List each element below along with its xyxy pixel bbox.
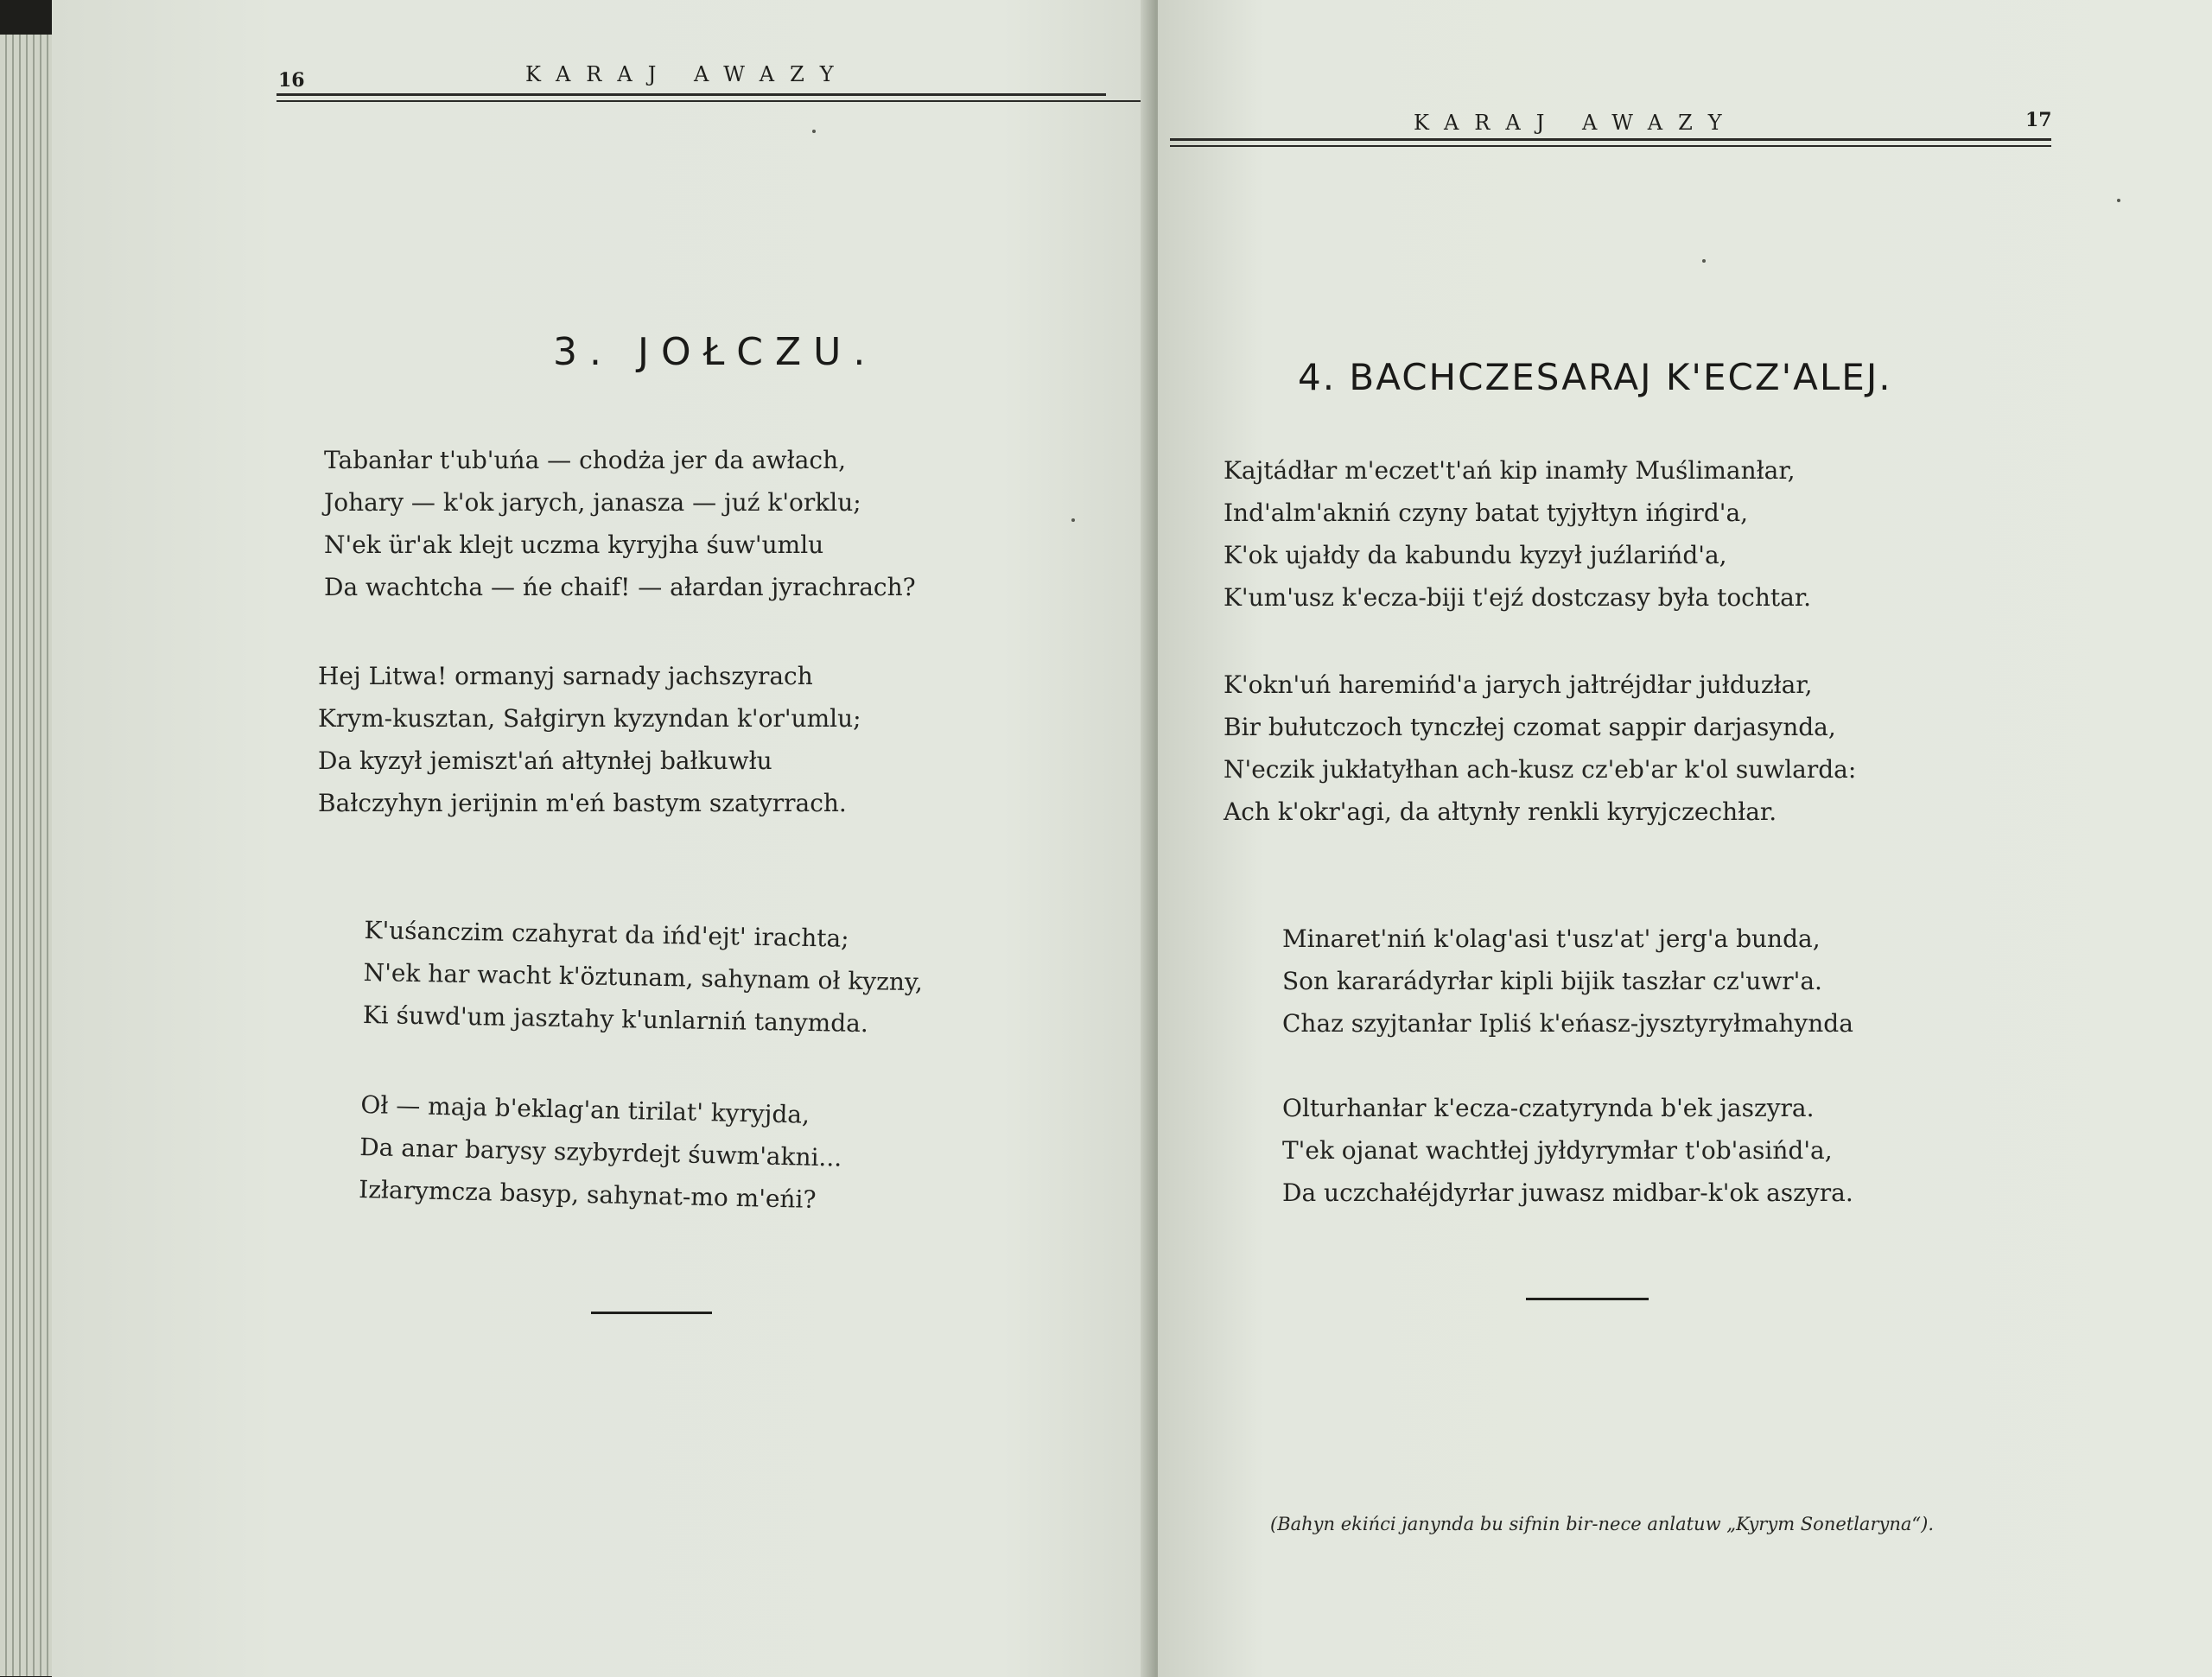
paper-speck xyxy=(1071,518,1075,522)
verse-line: Hej Litwa! ormanyj sarnady jachszyrach xyxy=(318,662,813,690)
verse-line: Kajtádłar m'eczet't'ań kip inamły Muślimanłar, xyxy=(1224,456,1796,485)
verse-line: Ach k'okr'agi, da ałtynły renkli kyryjczechłar. xyxy=(1224,797,1777,826)
verse-line: Da anar barysy szybyrdejt śuwm'akni... xyxy=(359,1132,842,1172)
verse-line: Son kararádyrłar kipli bijik taszłar cz'uwr'a. xyxy=(1282,967,1822,995)
verse-line: Da wachtcha — ńe chaif! — ałardan jyrachrach? xyxy=(324,573,916,601)
verse-line: Ind'alm'akniń czyny batat tyjyłtyn ińgird'a, xyxy=(1224,499,1749,527)
page-number: 17 xyxy=(2025,109,2052,131)
stanza-2 xyxy=(1224,664,1856,833)
stanza-2 xyxy=(318,655,861,824)
stanza-1 xyxy=(324,439,916,608)
verse-line: Krym-kusztan, Sałgiryn kyzyndan k'or'umlu; xyxy=(318,704,861,733)
verse-line: N'ek har wacht k'öztunam, sahynam oł kyzny, xyxy=(363,957,924,997)
left-page xyxy=(52,0,1171,1677)
verse-line: Minaret'niń k'olag'asi t'usz'at' jerg'a bunda, xyxy=(1282,924,1821,953)
verse-line: K'um'usz k'ecza-biji t'ejź dostczasy była tochtar. xyxy=(1224,583,1812,612)
paper-speck xyxy=(1702,259,1706,263)
stanza-4 xyxy=(1282,1087,1853,1214)
verse-line: T'ek ojanat wachtłej jyłdyrymłar t'ob'asińd'a, xyxy=(1282,1136,1833,1165)
verse-line: Izłarymcza basyp, sahynat-mo m'eńi? xyxy=(358,1174,817,1214)
header-rule-double xyxy=(1170,145,2051,147)
end-rule xyxy=(1526,1298,1649,1300)
header-rule-double xyxy=(276,100,1141,102)
verse-line: Tabanłar t'ub'uńa — chodża jer da awłach, xyxy=(324,446,847,474)
header-rule xyxy=(276,93,1106,96)
verse-line: Chaz szyjtanłar Ipliś k'eńasz-jysztyryłmahynda xyxy=(1282,1009,1853,1038)
verse-line: Johary — k'ok jarych, janasza — juź k'orklu; xyxy=(324,488,861,517)
verse-line: Oł — maja b'eklag'an tirilat' kyryjda, xyxy=(360,1089,810,1129)
running-head: KARAJ AWAZY xyxy=(525,62,849,86)
paper-speck xyxy=(2117,199,2120,202)
poem-title: 4. BACHCZESARAJ K'ECZ'ALEJ. xyxy=(1298,356,1892,398)
stanza-3 xyxy=(362,909,924,1045)
verse-line: Ki śuwd'um jasztahy k'unlarniń tanymda. xyxy=(362,1000,869,1039)
poem-title: 3. JOŁCZU. xyxy=(553,330,878,374)
stanza-1 xyxy=(1224,449,1811,619)
verse-line: N'eczik jukłatyłhan ach-kusz cz'eb'ar k'ol suwlarda: xyxy=(1224,755,1857,784)
stanza-3 xyxy=(1282,918,1853,1045)
verse-line: N'ek ür'ak klejt uczma kyryjha śuw'umlu xyxy=(324,530,824,559)
verse-line: Olturhanłar k'ecza-czatyrynda b'ek jaszyra. xyxy=(1282,1094,1815,1122)
verse-line: K'okn'uń haremińd'a jarych jałtréjdłar jułduzłar, xyxy=(1224,670,1813,699)
verse-line: Bir bułutczoch tynczłej czomat sappir darjasynda, xyxy=(1224,713,1836,741)
verse-line: K'ok ujałdy da kabundu kyzył juźlarińd'a, xyxy=(1224,541,1727,569)
header-rule xyxy=(1170,138,2051,141)
footnote: (Bahyn ekińci janynda bu sifnin bir-nece anlatuw „Kyrym Sonetlaryna“). xyxy=(1270,1514,1935,1534)
verse-line: Da uczchałéjdyrłar juwasz midbar-k'ok aszyra. xyxy=(1282,1178,1853,1207)
stanza-4 xyxy=(359,1083,843,1222)
right-page xyxy=(1158,0,2212,1677)
page-number: 16 xyxy=(278,69,305,92)
verse-line: Bałczyhyn jerijnin m'eń bastym szatyrrach. xyxy=(318,789,847,817)
verse-line: Da kyzył jemiszt'ań ałtynłej bałkuwłu xyxy=(318,746,772,775)
running-head: KARAJ AWAZY xyxy=(1414,111,1738,135)
paper-speck xyxy=(812,130,816,133)
end-rule xyxy=(591,1312,712,1314)
verse-line: K'uśanczim czahyrat da ińd'ejt' irachta; xyxy=(364,915,849,953)
